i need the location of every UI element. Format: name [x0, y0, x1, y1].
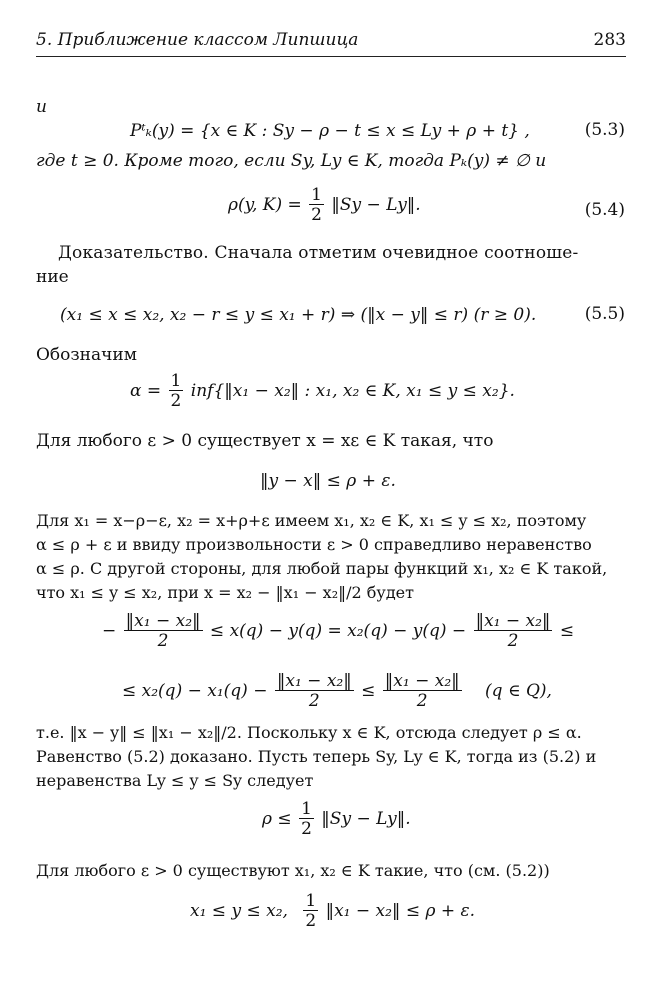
paragraph-4-line-4: что x₁ ≤ y ≤ x₂, при x = x₂ − ‖x₁ − x₂‖/2 будет: [36, 583, 414, 602]
rho-fraction: [299, 800, 314, 839]
section-title: 5. Приближение классом Липшица: [36, 30, 359, 50]
inequality-line-1: [102, 612, 574, 651]
text-oboznachim: Обозначим: [36, 345, 137, 365]
equation-y-x: ‖y − x‖ ≤ ρ + ε.: [260, 471, 396, 491]
frac-den: 2: [507, 631, 519, 651]
equation-number-5-4: (5.4): [584, 200, 625, 220]
eq54-rhs: ‖Sy − Ly‖.: [331, 195, 421, 215]
frac-den: 2: [308, 691, 320, 711]
rho-rhs: ‖Sy − Ly‖.: [321, 809, 411, 829]
frac-num: 1: [301, 799, 312, 819]
alpha-lhs: α =: [130, 381, 162, 401]
frac-den: 2: [301, 819, 312, 839]
ineq1-fraction-1: [124, 612, 203, 651]
last-rhs: ‖x₁ − x₂‖ ≤ ρ + ε.: [325, 901, 476, 921]
ineq2-end: (q ∈ Q),: [485, 681, 552, 701]
frac-num: ‖x₁ − x₂‖: [125, 611, 201, 631]
frac-den: 2: [157, 631, 169, 651]
frac-den: 2: [305, 911, 317, 931]
ineq1-middle: ≤ x(q) − y(q) = x₂(q) − y(q) −: [209, 621, 467, 641]
alpha-rhs: inf{‖x₁ − x₂‖ : x₁, x₂ ∈ K, x₁ ≤ y ≤ x₂}.: [190, 381, 515, 401]
frac-den: 2: [170, 391, 182, 411]
ineq1-fraction-2: [474, 612, 553, 651]
equation-5-5: (x₁ ≤ x ≤ x₂, x₂ − r ≤ y ≤ x₁ + r) ⇒ (‖x − y‖ ≤ r) (r ≥ 0).: [60, 305, 537, 325]
frac-num: ‖x₁ − x₂‖: [276, 671, 352, 691]
text-where: где t ≥ 0. Кроме того, если Sy, Ly ∈ K, тогда Pₖ(y) ≠ ∅ и: [36, 151, 547, 171]
equation-rho: [262, 800, 411, 839]
paragraph-3: Для любого ε > 0 существует x = xε ∈ K такая, что: [36, 431, 494, 451]
equation-number-5-5: (5.5): [584, 304, 625, 324]
paragraph-4-line-2: α ≤ ρ + ε и ввиду произвольности ε > 0 справедливо неравенство: [36, 535, 592, 554]
equation-alpha: [130, 372, 515, 411]
frac-num: ‖x₁ − x₂‖: [384, 671, 460, 691]
ineq2-start: ≤ x₂(q) − x₁(q) −: [122, 681, 268, 701]
paragraph-4-line-1: Для x₁ = x−ρ−ε, x₂ = x+ρ+ε имеем x₁, x₂ ∈ K, x₁ ≤ y ≤ x₂, поэтому: [36, 511, 587, 530]
ineq2-fraction-1: [275, 672, 354, 711]
text-u: и: [36, 97, 47, 117]
equation-number-5-3: (5.3): [584, 120, 625, 140]
proof-line-2: ние: [36, 267, 69, 287]
frac-den: 2: [311, 205, 322, 225]
alpha-fraction: [169, 372, 184, 411]
ineq2-fraction-2: [383, 672, 462, 711]
last-fraction: [303, 892, 318, 931]
last-lhs: x₁ ≤ y ≤ x₂,: [190, 901, 288, 921]
page-number: 283: [593, 30, 626, 50]
frac-num: 1: [311, 185, 322, 205]
paragraph-5-line-3: неравенства Ly ≤ y ≤ Sy следует: [36, 771, 314, 790]
paragraph-5-line-2: Равенство (5.2) доказано. Пусть теперь Sy, Ly ∈ K, тогда из (5.2) и: [36, 747, 597, 766]
equation-5-4: [228, 186, 421, 225]
ineq2-middle: ≤: [361, 681, 376, 701]
paragraph-5-line-1: т.е. ‖x − y‖ ≤ ‖x₁ − x₂‖/2. Поскольку x ∈ K, отсюда следует ρ ≤ α.: [36, 723, 582, 742]
ineq1-end: ≤: [559, 621, 575, 641]
inequality-line-2: [122, 672, 552, 711]
minus-sign: −: [102, 621, 117, 641]
rho-lhs: ρ ≤: [262, 809, 292, 829]
equation-5-3: Pᵗₖ(y) = {x ∈ K : Sy − ρ − t ≤ x ≤ Ly + ρ + t} ,: [130, 121, 530, 141]
eq54-fraction: [309, 186, 324, 225]
paragraph-4-line-3: α ≤ ρ. С другой стороны, для любой пары функций x₁, x₂ ∈ K такой,: [36, 559, 608, 578]
frac-den: 2: [416, 691, 428, 711]
proof-line-1: Доказательство. Сначала отметим очевидное соотноше-: [58, 243, 579, 263]
paragraph-6: Для любого ε > 0 существуют x₁, x₂ ∈ K такие, что (см. (5.2)): [36, 861, 550, 880]
running-header: [36, 30, 626, 57]
eq54-lhs: ρ(y, K) =: [228, 195, 302, 215]
frac-num: 1: [305, 891, 317, 911]
frac-num: ‖x₁ − x₂‖: [475, 611, 551, 631]
equation-last: [190, 892, 475, 931]
frac-num: 1: [170, 371, 182, 391]
